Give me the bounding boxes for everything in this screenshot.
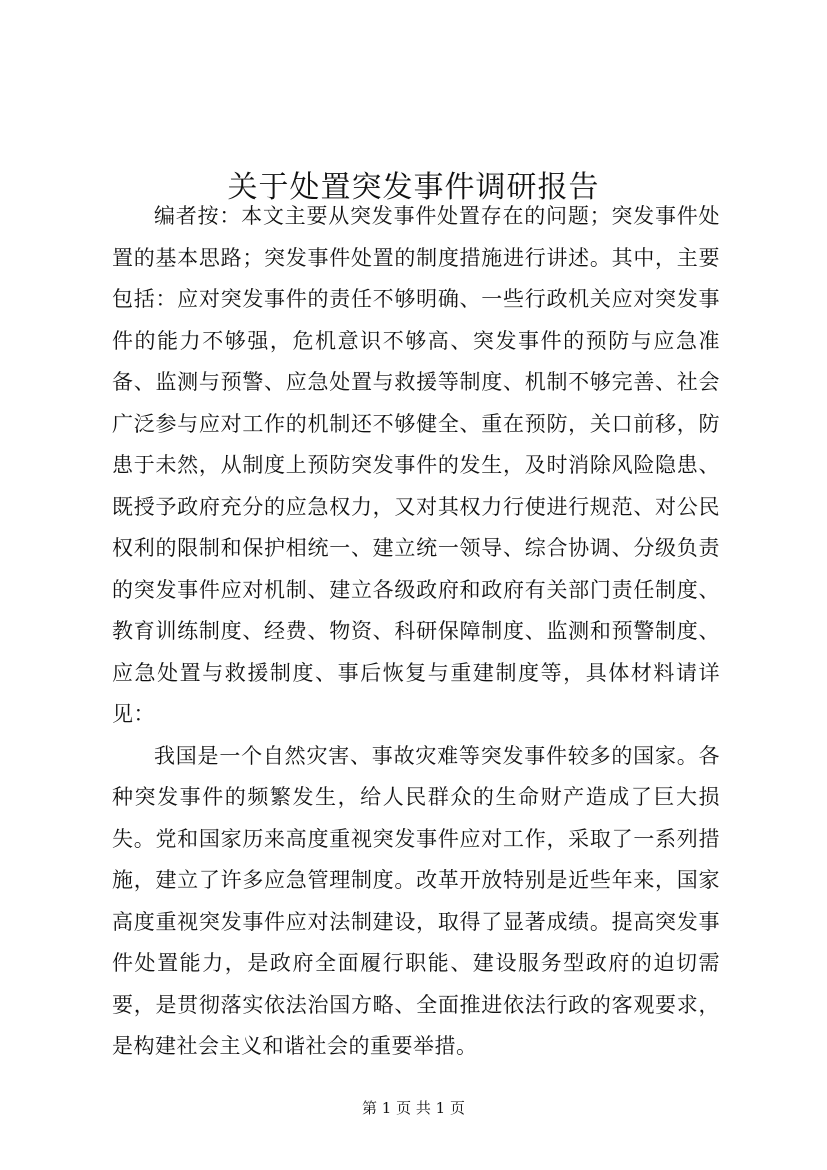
document-body [112,196,720,1068]
page-title: 关于处置突发事件调研报告 [227,170,600,206]
editor-note-paragraph: 编者按：本文主要从突发事件处置存在的问题；突发事件处置的基本思路；突发事件处置的制度措施进行讲述。其中，主要包括：应对突发事件的责任不够明确、一些行政机关应对突发事件的能力不够强，危机意识不够高、突发事件的预防与应急准备、监测与预警、应急处置与救援等制度、机制不够完善、社会广泛参与应对工作的机制还不够健全、重在预防，关口前移，防患于未然，从制度上预防突发事件的发生，及时消除风险隐患、既授予政府充分的应急权力，又对其权力行使进行规范、对公民权利的限制和保护相统一、建立统一领导、综合协调、分级负责的突发事件应对机制、建立各级政府和政府有关部门责任制度、教育训练制度、经费、物资、科研保障制度、监测和预警制度、应急处置与救援制度、事后恢复与重建制度等，具体材料请详见： [112,204,720,726]
body-paragraph: 我国是一个自然灾害、事故灾难等突发事件较多的国家。各种突发事件的频繁发生，给人民群众的生命财产造成了巨大损失。党和国家历来高度重视突发事件应对工作，采取了一系列措施，建立了许多应急管理制度。改革开放特别是近些年来，国家高度重视突发事件应对法制建设，取得了显著成绩。提高突发事件处置能力，是政府全面履行职能、建设服务型政府的迫切需要，是贯彻落实依法治国方略、全面推进依法行政的客观要求，是构建社会主义和谐社会的重要举措。 [112,743,720,1058]
page-footer: 第 1 页 共 1 页 [362,1099,465,1117]
